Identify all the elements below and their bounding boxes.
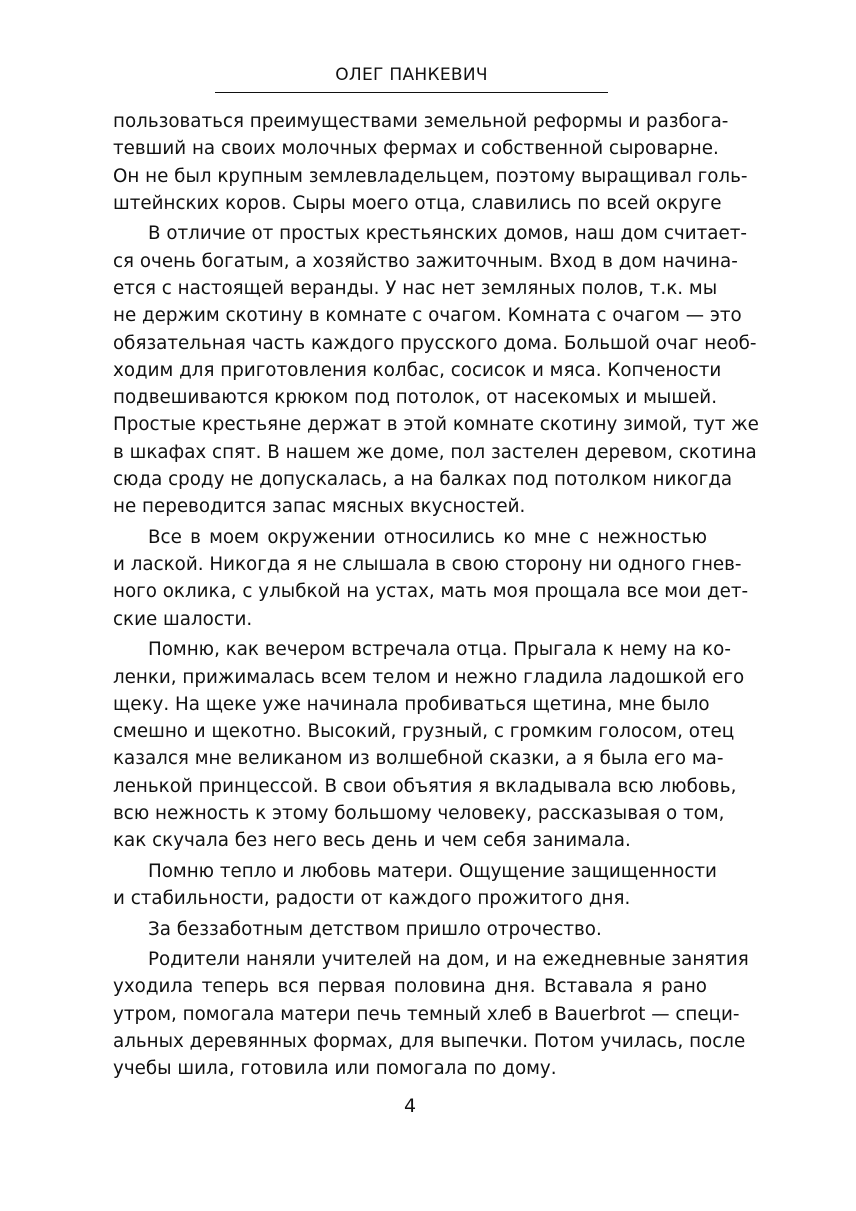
- paragraph: [113, 946, 749, 1082]
- text-line: не держим скотину в комнате с очагом. Комната с очагом — это: [113, 305, 742, 327]
- paragraph: [113, 524, 749, 633]
- text-line: пользоваться преимуществами земельной реформы и разбога-: [113, 111, 729, 132]
- paragraph: [113, 636, 745, 854]
- paragraph: [113, 916, 707, 943]
- text-line: Помню тепло и любовь матери. Ощущение защищенности: [148, 860, 717, 882]
- text-line: подвешиваются крюком под потолок, от насекомых и мышей.: [113, 387, 718, 409]
- text-line: В отличие от простых крестьянских домов, наш дом считает-: [148, 223, 747, 245]
- text-line: сюда сроду не допускалась, а на балках под потолком никогда: [113, 469, 733, 491]
- body-text: [113, 108, 759, 1083]
- text-line: ленки, прижималась всем телом и нежно гладила ладошкой его: [113, 666, 745, 688]
- text-line: За беззаботным детством пришло отрочество.: [148, 918, 602, 940]
- text-line: Помню, как вечером встречала отца. Прыгала к нему на ко-: [148, 639, 731, 661]
- text-line: ся очень богатым, а хозяйство зажиточным. Вход в дом начина-: [113, 250, 738, 272]
- text-line: казался мне великаном из волшебной сказки, а я была его ма-: [113, 748, 724, 770]
- paragraph: [113, 108, 748, 217]
- header-rule: [215, 92, 608, 93]
- text-line: обязательная часть каждого прусского дома. Большой очаг необ-: [113, 332, 757, 354]
- text-line: в шкафах спят. В нашем же доме, пол застелен деревом, скотина: [113, 441, 757, 463]
- text-line: учебы шила, готовила или помогала по дому.: [113, 1058, 557, 1080]
- text-line: штейнских коров. Сыры моего отца, славились по всей округе: [113, 192, 722, 214]
- text-line: и лаской. Никогда я не слышала в свою сторону ни одного гнев-: [113, 554, 742, 576]
- text-line: всю нежность к этому большому человеку, рассказывая о том,: [113, 802, 725, 824]
- text-line: ленькой принцессой. В свои объятия я вкладывала всю любовь,: [113, 775, 737, 797]
- paragraph: [113, 220, 759, 520]
- text-line: ется с настоящей веранды. У нас нет земляных полов, т.к. мы: [113, 277, 718, 299]
- text-line: не переводится запас мясных вкусностей.: [113, 496, 526, 518]
- text-line: Он не был крупным землевладельцем, поэтому выращивал голь-: [113, 165, 748, 187]
- paragraph: [113, 858, 717, 913]
- text-line: тевший на своих молочных фермах и собственной сыроварне.: [113, 138, 719, 160]
- text-line: ходим для приготовления колбас, сосисок и мяса. Копчености: [113, 359, 722, 381]
- text-line: альных деревянных формах, для выпечки. Потом училась, после: [113, 1030, 746, 1052]
- text-line: Все в моем окружении относились ко мне с нежностью: [148, 526, 707, 548]
- text-line: щеку. На щеке уже начинала пробиваться щетина, мне было: [113, 693, 710, 715]
- text-line: Родители наняли учителей на дом, и на ежедневные занятия: [148, 949, 749, 971]
- text-line: уходила теперь вся первая половина дня. Вставала я рано: [113, 976, 707, 998]
- text-line: ного оклика, с улыбкой на устах, мать моя прощала все мои дет-: [113, 581, 749, 603]
- running-title: ОЛЕГ ПАНКЕВИЧ: [335, 65, 488, 85]
- text-line: и стабильности, радости от каждого прожитого дня.: [113, 888, 631, 910]
- text-line: утром, помогала матери печь темный хлеб в Bauerbrot — специ-: [113, 1003, 740, 1025]
- text-line: Простые крестьяне держат в этой комнате скотину зимой, тут же: [113, 414, 759, 436]
- text-line: смешно и щекотно. Высокий, грузный, с громким голосом, отец: [113, 721, 735, 743]
- text-line: ские шалости.: [113, 608, 253, 630]
- page-number: 4: [403, 1095, 417, 1117]
- text-line: как скучала без него весь день и чем себя занимала.: [113, 830, 631, 852]
